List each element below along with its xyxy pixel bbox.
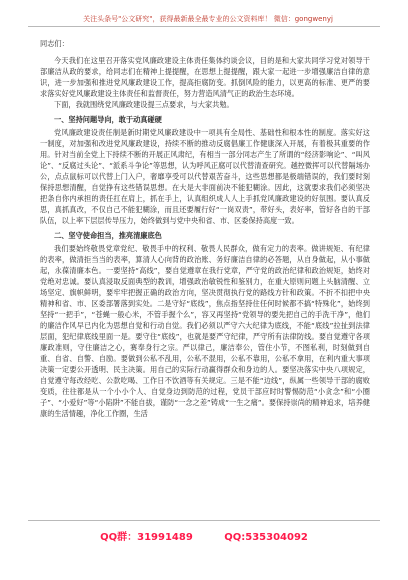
footer	[0, 528, 408, 543]
header-rule	[28, 26, 380, 27]
qq-number: QQ:535304092	[224, 532, 308, 543]
intro-paragraph: 下面，我就围绕党风廉政建设提三点要求，与大家共勉。	[54, 100, 234, 109]
footer-rule	[28, 520, 380, 521]
section-heading: 二、坚守使命担当，推亮清廉底色	[54, 231, 162, 240]
salutation: 同志们：	[40, 39, 69, 48]
section-paragraph: 党风廉政建设责任制是新时期党风廉政建设中一项具有全局性、基础性和根本性的制度。落实好这一制度，对加强和改进党风廉政建设，持续不断的推动反腐倡廉工作健康深入开展，有着极其重要的作用。针对当前全党上下持续不断的开展正风肃纪，有相当一部分同志产生了所谓的“经济影响论”、“叫风论”、“反腐过头论”、“派系斗争论”等思想，认为呼风正腐可以代替清查研究。越控微挥可以代替隔场办公，点点鼠标可以代替上门入户，奢靡享受可以代替艰苦奋斗，这些思想都是极端错误的，我们要时刻保持思想清醒，自觉挣有这些错误思想。在大是大非面前决不能犯糊涂。因此，这就要求我们必须坚决把条自你内承担的责任扛在肩上，抓在手上，认真组织成人人上手抓党风廉政建设的好氛围。要认真反思，真抓真改，不仅自己不能犯糊涂，而且还要履行好“一岗双责”，带好头，表好率，管好各自的干部队伍，以上率下层层传导压力，始终做到与党中央和省、市、区委保持高度一致。	[40, 128, 370, 225]
section-heading: 一、坚持问题导向，敢于动真碰硬	[54, 115, 162, 124]
intro-paragraph: 今天我们在这里召开落实党风廉政建设主体责任集体约谈会议，目的是和大家共同学习党对领导干部廉洁从政的要求，给同志们在精神上提提醒，在思想上提提醒，跟大家一起进一步增强廉洁自律的意识，进一步加强和推进党风廉政建设工作，提高拒腐防变。抓倒风险的能力，以更高的标准、更严的要求落实好党风廉政建设主体责任和监督责任，努力营造风清气正的政治生态环境。	[40, 56, 370, 98]
section-paragraph: 我们要始终敬畏党章党纪、敬畏手中的权利、敬畏人民群众，做有定力的表率。做讲规矩、有纪律的表率，做清拒当当的表率，算清人心向背的政治账、务好廉洁自律的必答题，从自身做起，从小事做起，永葆清廉本色。一要坚持“高线”，要自觉遵章在我行党章，严守党的政治纪律和政治规矩，始终对党绝对忠诚。要认真浸取反面典型的教训，增强政治敏锐性和鉴别力，在重大原则问题上头脑清醒、立场坚定、旗帜鲜明，要牢牢把握正确的政治方向，坚决贯彻执行党的路线方针和政策。不折不扣把中央精神和省、市、区委部署落到实处。二是守好“底线”，焦点指坚持住任何时候都不搞“特殊化”，始终到坚持“一把手”，“苍蝇一般心米，不管手握个么”，容又再坚持“党领导的要先把自己的手洗干净”，他们的廉洁作风早已内化为思想自觉和行动自觉。我们必须以严守六大纪律为底线，不能“底线”拉扯到法律层面，犯纪律底线里面一是。要守住“底线”，也就是要严守纪律，严守所有法律防线。要自觉遵守各项廉政准则，守住廉洁之心，赛奉身行之宗。严以律己，廉洁奉公，管住小节，不图私利，时刻做到自重、自省、自警、自励。要做到公私不乱用，公私不混用，公私不靠用，公私不拿用，在利内重大事项决策一定要公开透明、民主决策。用自己的实际行动赢得群众和身边的人。要坚决落实中央八项规定，自觉遵守每改经吃、公款吃喝、工作日不饮酒等有关规定。三是不能“边线”，纵属一些领导干部的腐败变质，往往都是从一个小小个人、自觉身边到防范的过程，党员干部应时时警惕防范“小贪念”和“小圈子”、“小爱好”等“小陷阱”不能自拔，谨防“一念之差”铸成“一生之痛”。要保持崇尚的精神追求，培养健康的生活情趣，净化工作圈，生活	[40, 244, 370, 418]
header-banner: 关注头条号"公文研究"，获得最新最全最专业的公文资料库！ 微信：gongwenyj	[83, 15, 333, 23]
document-body	[40, 32, 370, 419]
qq-group: QQ群：31991489	[100, 532, 193, 543]
